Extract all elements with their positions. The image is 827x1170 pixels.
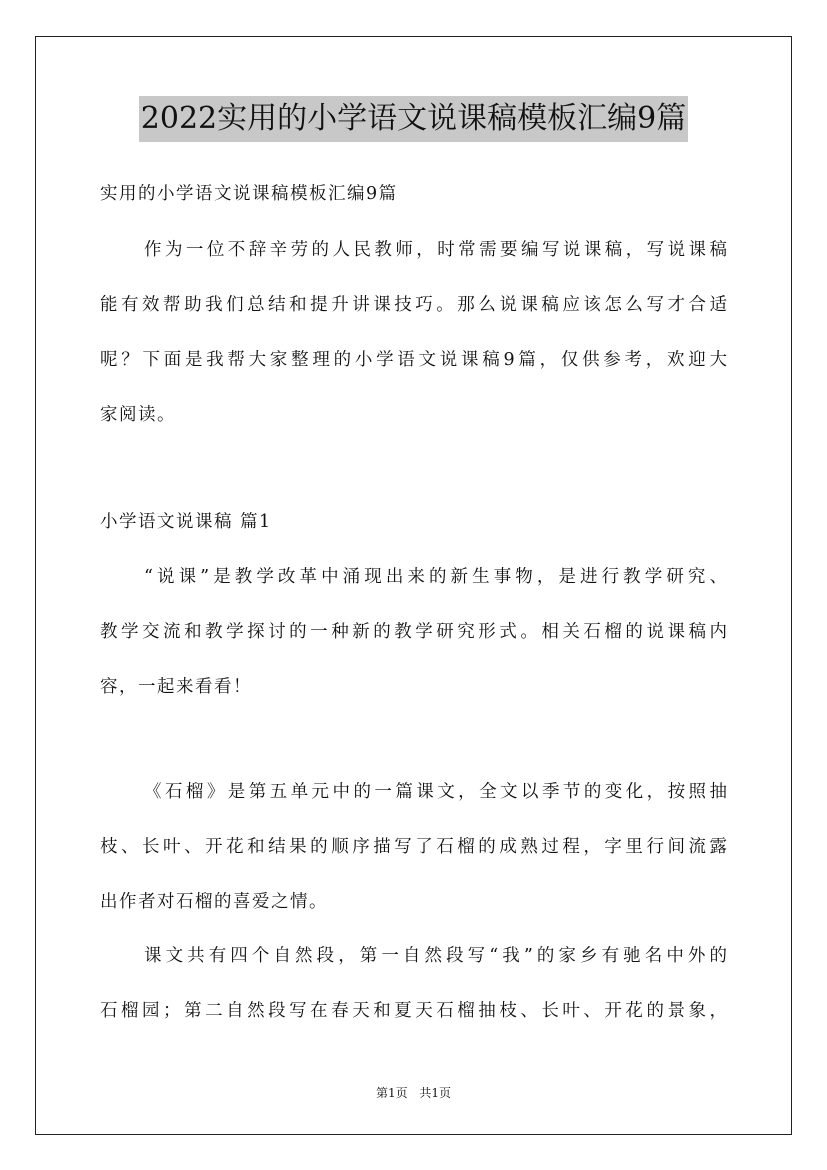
title-wrap: [0, 96, 827, 142]
document-title: 2022实用的小学语文说课稿模板汇编9篇: [139, 96, 688, 142]
para1-line-3: 容，一起来看看！: [100, 677, 252, 697]
para2-line-3: 出作者对石榴的喜爱之情。: [100, 892, 328, 912]
para2-line-2: 枝、长叶、开花和结果的顺序描写了石榴的成熟过程，字里行间流露: [100, 837, 728, 857]
page-footer: [0, 1084, 827, 1101]
subtitle: 实用的小学语文说课稿模板汇编9篇: [100, 184, 398, 204]
page-total: 共1页: [419, 1086, 452, 1100]
para1-line-1: “说课”是教学改革中涌现出来的新生事物，是进行教学研究、: [144, 567, 728, 587]
para2-line-1: 《石榴》是第五单元中的一篇课文，全文以季节的变化，按照抽: [144, 782, 728, 802]
intro-line-3: 呢？下面是我帮大家整理的小学语文说课稿9篇，仅供参考，欢迎大: [100, 350, 728, 370]
intro-line-1: 作为一位不辞辛劳的人民教师，时常需要编写说课稿，写说课稿: [144, 240, 728, 260]
para3-line-1: 课文共有四个自然段，第一自然段写“我”的家乡有驰名中外的: [144, 946, 728, 966]
intro-line-2: 能有效帮助我们总结和提升讲课技巧。那么说课稿应该怎么写才合适: [100, 295, 728, 315]
section-heading: 小学语文说课稿 篇1: [100, 512, 272, 532]
intro-line-4: 家阅读。: [100, 405, 176, 425]
page-number: 第1页: [375, 1086, 408, 1100]
para1-line-2: 教学交流和教学探讨的一种新的教学研究形式。相关石榴的说课稿内: [100, 622, 728, 642]
para3-line-2: 石榴园；第二自然段写在春天和夏天石榴抽枝、长叶、开花的景象，: [100, 1001, 728, 1021]
